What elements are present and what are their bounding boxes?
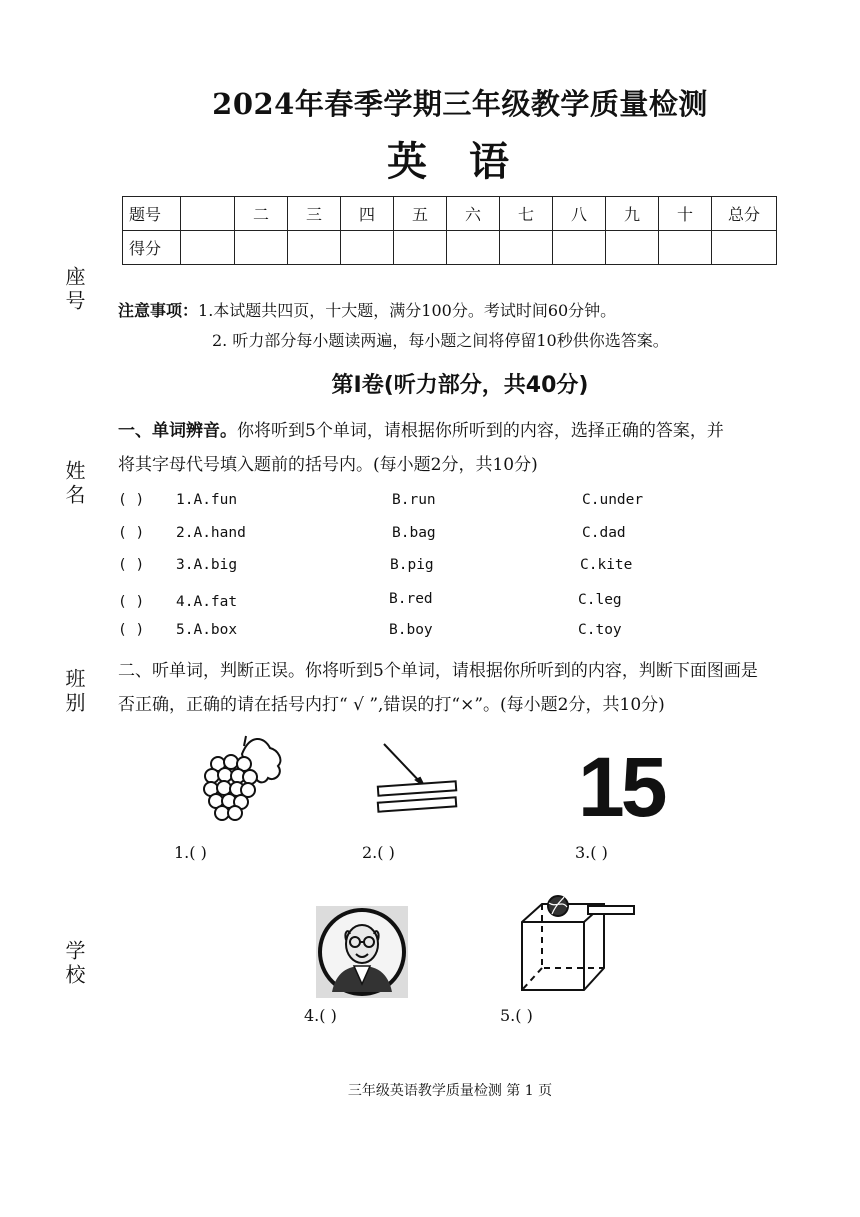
option-c: C.toy (578, 622, 622, 638)
part2-instructions (118, 654, 828, 722)
score-cell: 六 (447, 197, 500, 231)
answer-bracket[interactable]: ( ) (118, 594, 145, 610)
part2-text-1: 二、听单词，判断正误。你将听到5个单词，请根据你所听到的内容，判断下面图画是 (118, 661, 758, 681)
answer-bracket[interactable]: ( ) (118, 557, 145, 573)
answer-bracket[interactable]: ( ) (118, 525, 145, 541)
item-number: 3. (176, 557, 194, 573)
score-entry-cell[interactable] (659, 231, 712, 265)
part1-text-2: 将其字母代号填入题前的括号内。(每小题2分，共10分) (118, 455, 538, 475)
option-a: A.box (193, 622, 238, 638)
score-entry-cell[interactable] (341, 231, 394, 265)
option-a: A.big (193, 557, 238, 573)
option-a: A.fat (193, 594, 238, 610)
item-3 (176, 557, 237, 573)
score-entry-cell[interactable] (394, 231, 447, 265)
score-entry-cell[interactable] (606, 231, 659, 265)
notes-text-1: 1.本试题共四页，十大题，满分100分。考试时间60分钟。 (198, 301, 617, 320)
score-entry-cell[interactable] (181, 231, 235, 265)
grapes-picture (198, 730, 290, 822)
score-cell: 十 (659, 197, 712, 231)
option-c: C.leg (578, 592, 622, 608)
answer-bracket[interactable]: ( ) (118, 622, 145, 638)
answer-label-3[interactable]: 3.( ) (575, 843, 608, 862)
ball-on-box-picture (518, 890, 638, 996)
item-1 (176, 492, 237, 508)
answer-label-4[interactable]: 4.( ) (304, 1006, 337, 1025)
score-entry-cell[interactable] (235, 231, 288, 265)
score-table-header-row (123, 197, 777, 231)
grandpa-picture (316, 906, 408, 998)
score-cell: 三 (288, 197, 341, 231)
part1-text-1: 你将听到5个单词，请根据你所听到的内容，选择正确的答案，并 (237, 421, 724, 441)
item-5 (176, 622, 237, 638)
option-c: C.dad (582, 525, 626, 541)
item-2 (176, 525, 246, 541)
option-a: A.hand (193, 525, 246, 541)
student-name-label: 姓名 (62, 460, 86, 508)
option-a: A.fun (193, 492, 238, 508)
option-c: C.under (582, 492, 644, 508)
answer-label-2[interactable]: 2.( ) (362, 843, 395, 862)
item-number: 5. (176, 622, 194, 638)
subject-title: 英 语 (387, 138, 523, 185)
score-cell: 四 (341, 197, 394, 231)
part2-text-2: 否正确，正确的请在括号内打“ √ ”,错误的打“×”。(每小题2分，共10分) (118, 695, 665, 715)
answer-label-1[interactable]: 1.( ) (174, 843, 207, 862)
score-entry-cell[interactable] (500, 231, 553, 265)
score-entry-cell[interactable] (712, 231, 777, 265)
school-label: 学校 (62, 940, 86, 988)
question-number-label: 题号 (123, 197, 181, 231)
option-b: B.red (389, 591, 433, 607)
class-label: 班别 (62, 668, 86, 716)
score-cell: 八 (553, 197, 606, 231)
score-cell: 五 (394, 197, 447, 231)
option-c: C.kite (580, 557, 633, 573)
answer-label-5[interactable]: 5.( ) (500, 1006, 533, 1025)
score-label: 得分 (123, 231, 181, 265)
option-b: B.bag (392, 525, 436, 541)
item-number: 1. (176, 492, 194, 508)
score-cell: 九 (606, 197, 659, 231)
score-cell (181, 197, 235, 231)
total-score-label: 总分 (712, 197, 777, 231)
score-table (122, 196, 777, 265)
part1-instructions (118, 414, 818, 482)
seat-number-label: 座号 (62, 266, 86, 314)
score-entry-cell[interactable] (447, 231, 500, 265)
exam-title: 2024年春季学期三年级教学质量检测 (212, 87, 708, 121)
notes-text-2: 2. 听力部分每小题读两遍，每小题之间将停留10秒供你选答案。 (212, 331, 669, 350)
page-footer: 三年级英语教学质量检测 第 1 页 (347, 1083, 553, 1099)
fifteen-number: 15 (578, 740, 664, 834)
item-number: 2. (176, 525, 194, 541)
section-title: 第I卷(听力部分，共40分) (331, 373, 589, 398)
notes-label: 注意事项： (118, 301, 199, 320)
part1-heading: 一、单词辨音。 (118, 421, 237, 441)
score-entry-cell[interactable] (288, 231, 341, 265)
item-4 (176, 594, 237, 610)
notes-line-1 (118, 298, 616, 321)
score-cell: 二 (235, 197, 288, 231)
score-entry-cell[interactable] (553, 231, 606, 265)
option-b: B.pig (390, 557, 434, 573)
answer-bracket[interactable]: ( ) (118, 492, 145, 508)
item-number: 4. (176, 594, 194, 610)
score-table-score-row (123, 231, 777, 265)
score-cell: 七 (500, 197, 553, 231)
lines-picture (372, 740, 468, 820)
option-b: B.boy (389, 622, 433, 638)
option-b: B.run (392, 492, 436, 508)
